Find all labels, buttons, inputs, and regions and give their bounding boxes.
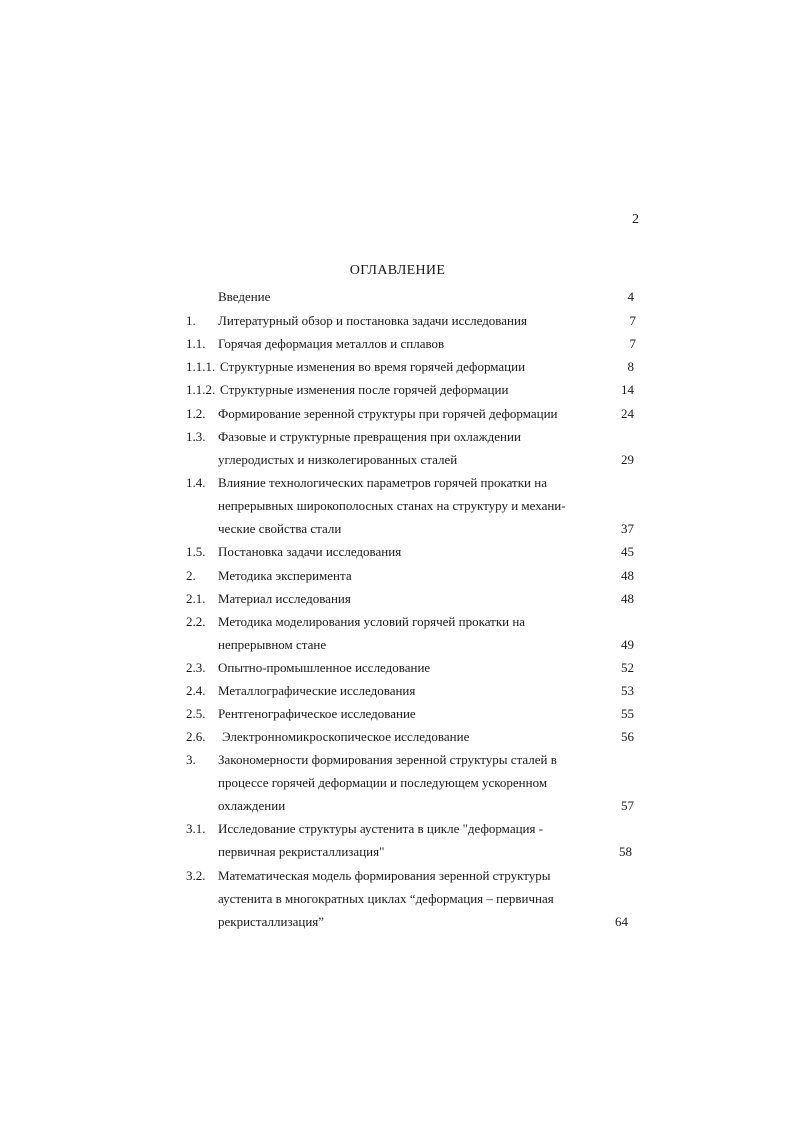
toc-entry-9-page: 48 — [621, 568, 634, 583]
toc-entry-15-page: 56 — [621, 729, 634, 744]
toc-entry-10-page: 48 — [621, 591, 634, 606]
toc-entry-1-page: 7 — [629, 313, 636, 328]
toc-entry-18-text-0: Математическая модель формирования зеренной структуры — [218, 868, 551, 883]
toc-entry-4-text-0: Структурные изменения после горячей деформации — [220, 382, 509, 397]
toc-entry-17-number: 3.1. — [186, 821, 206, 836]
toc-entry-14-number: 2.5. — [186, 706, 206, 721]
toc-entry-15-text-0: Электронномикроскопическое исследование — [222, 729, 470, 744]
toc-entry-7-text-0: Влияние технологических параметров горячей прокатки на — [218, 475, 547, 490]
toc-entry-11-text-0: Методика моделирования условий горячей прокатки на — [218, 614, 526, 629]
toc-entry-6-page: 29 — [621, 452, 634, 467]
toc-entry-5-number: 1.2. — [186, 406, 206, 421]
toc-entry-18-text-1: аустенита в многократных циклах “деформация – первичная — [218, 891, 554, 906]
toc-entry-5-text-0: Формирование зеренной структуры при горячей деформации — [218, 406, 558, 421]
toc-entry-4-page: 14 — [621, 382, 634, 397]
toc-title: ОГЛАВЛЕНИЕ — [349, 263, 446, 278]
page-number: 2 — [632, 212, 639, 227]
toc-entry-18-page: 64 — [615, 914, 628, 929]
toc-entry-6-text-1: углеродистых и низколегированных сталей — [218, 452, 458, 467]
toc-entry-2-text-0: Горячая деформация металлов и сплавов — [218, 336, 445, 351]
toc-entry-7-page: 37 — [621, 521, 634, 536]
toc-entry-9-number: 2. — [186, 568, 196, 583]
toc-entry-2-number: 1.1. — [186, 336, 206, 351]
toc-entry-1-text-0: Литературный обзор и постановка задачи исследования — [218, 313, 527, 328]
toc-entry-6-number: 1.3. — [186, 429, 206, 444]
toc-entry-17-text-0: Исследование структуры аустенита в цикле "деформация - — [218, 821, 544, 836]
toc-entry-14-page: 55 — [621, 706, 634, 721]
toc-entry-7-number: 1.4. — [186, 475, 206, 490]
toc-entry-0-text-0: Введение — [218, 289, 271, 304]
toc-entry-18-number: 3.2. — [186, 868, 206, 883]
toc-entry-4-number: 1.1.2. — [186, 382, 216, 397]
toc-entry-11-number: 2.2. — [186, 614, 206, 629]
toc-entry-8-text-0: Постановка задачи исследования — [218, 544, 402, 559]
toc-entry-9-text-0: Методика эксперимента — [218, 568, 352, 583]
toc-entry-16-number: 3. — [186, 752, 196, 767]
toc-entry-13-text-0: Металлографические исследования — [218, 683, 416, 698]
toc-entry-10-number: 2.1. — [186, 591, 206, 606]
toc-entry-6-text-0: Фазовые и структурные превращения при охлаждении — [218, 429, 521, 444]
toc-entry-8-page: 45 — [621, 544, 634, 559]
toc-entry-3-text-0: Структурные изменения во время горячей деформации — [220, 359, 526, 374]
toc-entry-7-text-2: ческие свойства стали — [218, 521, 342, 536]
toc-entry-16-text-0: Закономерности формирования зеренной структуры сталей в — [218, 752, 557, 767]
toc-entry-2-page: 7 — [629, 336, 636, 351]
toc-entry-11-text-1: непрерывном стане — [218, 637, 327, 652]
toc-entry-11-page: 49 — [621, 637, 634, 652]
toc-entry-3-page: 8 — [627, 359, 634, 374]
toc-entry-5-page: 24 — [621, 406, 634, 421]
toc-entry-12-text-0: Опытно-промышленное исследование — [218, 660, 431, 675]
toc-entry-15-number: 2.6. — [186, 729, 206, 744]
toc-entry-12-number: 2.3. — [186, 660, 206, 675]
toc-entry-0-page: 4 — [627, 289, 634, 304]
toc-entry-3-number: 1.1.1. — [186, 359, 216, 374]
toc-entry-17-text-1: первичная рекристаллизация" — [218, 844, 385, 859]
toc-entry-14-text-0: Рентгенографическое исследование — [218, 706, 416, 721]
toc-entry-16-text-2: охлаждении — [218, 798, 286, 813]
toc-entry-16-text-1: процессе горячей деформации и последующем ускоренном — [218, 775, 548, 790]
toc-entry-8-number: 1.5. — [186, 544, 206, 559]
toc-entry-7-text-1: непрерывных широкополосных станах на структуру и механи- — [218, 498, 566, 513]
toc-entry-10-text-0: Материал исследования — [218, 591, 351, 606]
toc-entry-13-number: 2.4. — [186, 683, 206, 698]
toc-entry-1-number: 1. — [186, 313, 196, 328]
toc-entry-18-text-2: рекристаллизация” — [218, 914, 325, 929]
toc-entry-12-page: 52 — [621, 660, 634, 675]
toc-entry-13-page: 53 — [621, 683, 634, 698]
toc-entry-16-page: 57 — [621, 798, 634, 813]
toc-entry-17-page: 58 — [619, 844, 632, 859]
